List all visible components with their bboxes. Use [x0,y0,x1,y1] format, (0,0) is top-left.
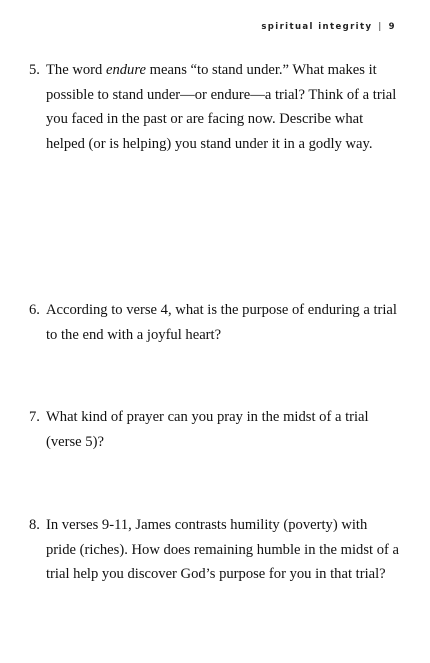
question-7 [29,405,399,454]
question-number: 6. [29,302,40,318]
question-text-part: The word [46,62,106,78]
question-5 [29,58,399,156]
page-number: 9 [388,22,396,32]
question-8 [29,513,399,587]
question-text: According to verse 4, what is the purpose of enduring a trial to the end with a joyful heart? [46,302,397,343]
question-number: 7. [29,409,40,425]
question-text: What kind of prayer can you pray in the midst of a trial (verse 5)? [46,409,369,450]
question-text-part: means “to stand under.” What makes it possible to stand under—or endure—a trial? Think of a trial you faced in the past or are facing now. Describe what helped (or is helping) you stand under it in a godly way. [46,62,397,152]
emphasized-word: endure [105,62,146,78]
question-text: In verses 9-11, James contrasts humility (poverty) with pride (riches). How does remaining humble in the midst of a trial help you discover God’s purpose for you in that trial? [46,517,400,583]
question-text [45,58,399,156]
running-head [261,22,396,32]
section-title: spiritual integrity [261,22,373,32]
question-6 [29,298,399,347]
question-number: 5. [29,62,40,78]
question-number: 8. [29,517,40,533]
header-separator: | [378,22,383,32]
